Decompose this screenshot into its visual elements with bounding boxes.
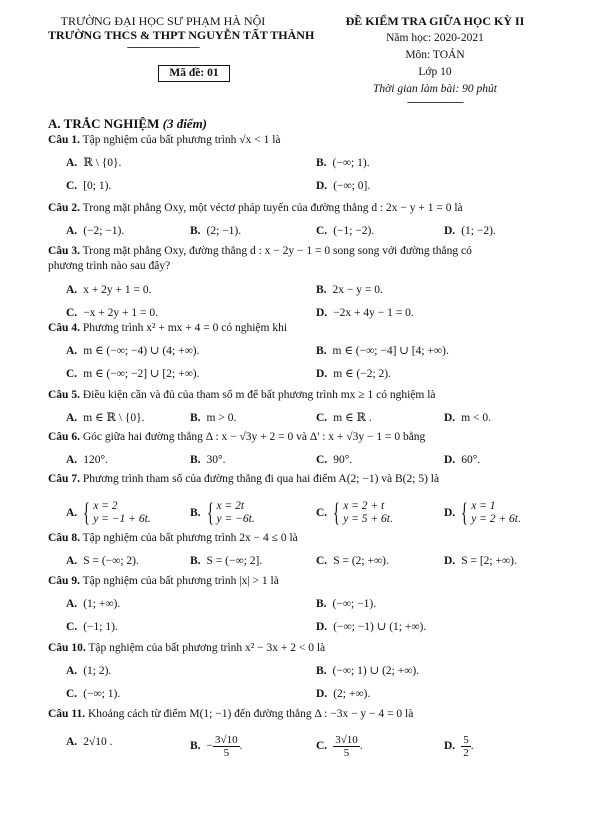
option-period: .	[359, 740, 363, 753]
option-text: (−∞; −1) ∪ (1; +∞).	[333, 621, 427, 633]
option-sign: −	[206, 740, 214, 753]
option-a[interactable]	[66, 155, 121, 171]
option-b[interactable]	[316, 663, 419, 679]
brace-icon: {	[333, 498, 341, 527]
option-text: (−1; −2).	[333, 225, 375, 237]
option-letter: D.	[444, 555, 456, 567]
time-limit: Thời gian làm bài: 90 phút	[372, 83, 498, 95]
option-b[interactable]	[190, 223, 241, 239]
option-c[interactable]	[66, 619, 118, 635]
question-7	[48, 472, 558, 487]
option-d[interactable]	[316, 305, 414, 321]
option-text: S = [2; +∞).	[461, 555, 517, 567]
option-letter: A.	[66, 736, 78, 748]
option-letter: D.	[316, 180, 328, 192]
system-line: y = 2 + 6t.	[471, 513, 521, 525]
question-text: Tập nghiệm của bất phương trình √x < 1 là	[82, 134, 281, 146]
school-name-2: TRƯỜNG THCS & THPT NGUYỄN TẤT THÀNH	[48, 28, 315, 42]
question-text: Điều kiện cần và đủ của tham số m để bất phương trình mx ≥ 1 có nghiệm là	[82, 389, 436, 401]
option-text: −2x + 4y − 1 = 0.	[333, 307, 414, 319]
question-label: Câu 3.	[48, 245, 80, 257]
option-b[interactable]	[316, 343, 449, 359]
option-letter: D.	[444, 740, 456, 753]
option-letter: A.	[66, 454, 78, 466]
option-text: ℝ \ {0}.	[83, 157, 122, 169]
option-d[interactable]	[316, 619, 426, 635]
option-letter: D.	[444, 225, 456, 237]
option-text: m > 0.	[206, 412, 237, 424]
question-9	[48, 574, 558, 589]
system-line: y = 5 + 6t.	[343, 513, 393, 525]
option-letter: C.	[316, 412, 328, 424]
fraction-numerator: 3√10	[335, 734, 358, 746]
fraction-numerator: 3√10	[215, 734, 238, 746]
option-b[interactable]	[190, 410, 236, 426]
fraction	[461, 734, 471, 759]
option-b[interactable]	[190, 734, 242, 764]
option-c[interactable]	[66, 178, 111, 194]
header-dashes-left: -------------------------------	[126, 42, 200, 53]
option-letter: A.	[66, 345, 78, 357]
option-text: (1; −2).	[461, 225, 496, 237]
option-d[interactable]	[444, 223, 496, 239]
option-a[interactable]	[66, 223, 124, 239]
option-letter: A.	[66, 157, 78, 169]
option-text: −x + 2y + 1 = 0.	[83, 307, 159, 319]
question-label: Câu 11.	[48, 708, 86, 720]
option-letter: B.	[316, 345, 327, 357]
option-letter: B.	[316, 284, 327, 296]
option-text: m ∈ (−∞; −2] ∪ [2; +∞).	[83, 368, 200, 380]
option-c[interactable]	[316, 452, 352, 468]
fraction-denominator: 5	[343, 747, 350, 759]
section-title: A. TRẮC NGHIỆM (3 điểm)	[48, 116, 208, 131]
question-8	[48, 531, 558, 546]
option-d[interactable]	[316, 178, 370, 194]
option-a[interactable]	[66, 734, 113, 750]
option-text: (2; +∞).	[333, 688, 371, 700]
brace-icon: {	[461, 498, 469, 527]
option-a[interactable]	[66, 282, 152, 298]
option-text: 60°.	[461, 454, 481, 466]
question-text: Tập nghiệm của bất phương trình 2x − 4 ≤ 0 là	[82, 532, 298, 544]
question-label: Câu 6.	[48, 431, 80, 443]
option-letter: A.	[66, 598, 78, 610]
option-letter: A.	[66, 665, 78, 677]
option-text: (2; −1).	[206, 225, 242, 237]
question-label: Câu 8.	[48, 532, 80, 544]
question-label: Câu 7.	[48, 473, 80, 485]
option-letter: B.	[316, 665, 327, 677]
option-letter: C.	[316, 506, 328, 519]
system-line: x = 2	[93, 500, 118, 512]
option-letter: C.	[316, 225, 328, 237]
question-6	[48, 430, 558, 445]
option-letter: A.	[66, 412, 78, 424]
option-text: S = (−∞; 2).	[83, 555, 139, 567]
question-text: Góc giữa hai đường thẳng Δ : x − √3y + 2 = 0 và Δ' : x + √3y − 1 = 0 bằng	[82, 431, 426, 443]
option-a[interactable]	[66, 663, 111, 679]
subject: Môn: TOÁN	[405, 49, 465, 61]
option-letter: C.	[316, 555, 328, 567]
option-letter: D.	[444, 454, 456, 466]
question-text: Tập nghiệm của bất phương trình x² − 3x + 2 < 0 là	[88, 642, 326, 654]
question-text: Trong mặt phẳng Oxy, một véctơ pháp tuyến của đường thẳng d : 2x − y + 1 = 0 là	[82, 202, 463, 214]
system-line: x = 2 + t	[343, 500, 385, 512]
option-text: (1; +∞).	[83, 598, 121, 610]
option-a[interactable]	[66, 553, 139, 569]
question-label: Câu 1.	[48, 134, 80, 146]
option-c[interactable]	[66, 366, 199, 382]
brace-icon: {	[83, 498, 91, 527]
option-letter: C.	[66, 307, 78, 319]
option-text: x + 2y + 1 = 0.	[83, 284, 152, 296]
option-letter: A.	[66, 506, 78, 519]
option-c[interactable]	[316, 553, 389, 569]
option-c[interactable]	[66, 686, 120, 702]
option-text: 2x − y = 0.	[332, 284, 383, 296]
option-period: .	[239, 740, 243, 753]
option-c[interactable]	[66, 305, 158, 321]
option-letter: A.	[66, 284, 78, 296]
fraction	[213, 734, 240, 759]
option-letter: D.	[316, 621, 328, 633]
question-1	[48, 133, 558, 148]
option-letter: B.	[190, 412, 201, 424]
parametric-system	[333, 500, 393, 526]
system-line: y = −6t.	[216, 513, 255, 525]
option-d[interactable]	[316, 686, 370, 702]
option-text: (−1; 1).	[83, 621, 118, 633]
fraction-denominator: 2	[463, 747, 469, 759]
option-letter: C.	[66, 180, 78, 192]
option-b[interactable]	[190, 500, 255, 530]
fraction-denominator: 5	[223, 747, 230, 759]
question-5	[48, 388, 558, 403]
option-b[interactable]	[190, 553, 262, 569]
option-letter: C.	[316, 454, 328, 466]
system-line: x = 1	[471, 500, 496, 512]
option-text: (1; 2).	[83, 665, 112, 677]
option-letter: B.	[316, 157, 327, 169]
option-text: 120°.	[83, 454, 108, 466]
system-line: y = −1 + 6t.	[93, 513, 151, 525]
option-text: [0; 1).	[83, 180, 112, 192]
option-letter: B.	[190, 506, 201, 519]
question-text: Phương trình tham số của đường thẳng đi qua hai điểm A(2; −1) và B(2; 5) là	[82, 473, 440, 485]
option-period: .	[470, 740, 474, 753]
option-text: 30°.	[206, 454, 226, 466]
option-letter: B.	[316, 598, 327, 610]
option-d[interactable]	[444, 452, 480, 468]
question-10	[48, 641, 558, 656]
option-a[interactable]	[66, 343, 199, 359]
option-d[interactable]	[444, 410, 491, 426]
option-letter: A.	[66, 555, 78, 567]
option-letter: B.	[190, 740, 201, 753]
question-text: Khoảng cách từ điểm M(1; −1) đến đường thẳng Δ : −3x − y − 4 = 0 là	[87, 708, 414, 720]
option-text: (−∞; 1).	[83, 688, 121, 700]
option-letter: C.	[66, 368, 78, 380]
option-a[interactable]	[66, 500, 151, 530]
question-text: Phương trình x² + mx + 4 = 0 có nghiệm khi	[82, 322, 288, 334]
option-letter: B.	[190, 454, 201, 466]
option-b[interactable]	[190, 452, 226, 468]
option-d[interactable]	[444, 734, 474, 764]
option-a[interactable]	[66, 410, 145, 426]
option-text: (−∞; −1).	[332, 598, 377, 610]
fraction	[333, 734, 360, 759]
question-text: Trong mặt phẳng Oxy, đường thẳng d : x − 2y − 1 = 0 song song với đường thẳng có	[82, 245, 472, 257]
option-c[interactable]	[316, 223, 374, 239]
option-text: m ∈ ℝ .	[333, 412, 372, 424]
option-letter: A.	[66, 225, 78, 237]
option-letter: C.	[66, 688, 78, 700]
brace-icon: {	[206, 498, 214, 527]
option-text: S = (2; +∞).	[333, 555, 389, 567]
grade: Lớp 10	[418, 66, 452, 78]
question-label: Câu 2.	[48, 202, 80, 214]
option-b[interactable]	[316, 596, 376, 612]
question-4	[48, 321, 558, 336]
parametric-system	[207, 500, 255, 526]
option-letter: D.	[444, 506, 456, 519]
option-text: m ∈ (−∞; −4) ∪ (4; +∞).	[83, 345, 200, 357]
option-b[interactable]	[316, 155, 370, 171]
question-text: Tập nghiệm của bất phương trình |x| > 1 là	[82, 575, 279, 587]
option-c[interactable]	[316, 410, 372, 426]
question-label: Câu 9.	[48, 575, 80, 587]
option-c[interactable]	[316, 734, 363, 764]
option-letter: C.	[66, 621, 78, 633]
option-text: (−2; −1).	[83, 225, 125, 237]
parametric-system	[83, 500, 150, 526]
option-letter: D.	[444, 412, 456, 424]
question-11	[48, 707, 558, 722]
option-d[interactable]	[316, 366, 391, 382]
option-text: m ∈ (−2; 2).	[333, 368, 391, 380]
option-text: m ∈ ℝ \ {0}.	[83, 412, 145, 424]
option-text: 2√10 .	[83, 736, 113, 748]
fraction-numerator: 5	[463, 734, 469, 746]
option-letter: D.	[316, 368, 328, 380]
option-letter: D.	[316, 688, 328, 700]
option-letter: B.	[190, 225, 201, 237]
option-text: (−∞; 1) ∪ (2; +∞).	[332, 665, 420, 677]
option-c[interactable]	[316, 500, 393, 530]
exam-title: ĐỀ KIỂM TRA GIỮA HỌC KỲ II	[345, 14, 525, 28]
question-label: Câu 5.	[48, 389, 80, 401]
option-text: S = (−∞; 2].	[206, 555, 263, 567]
exam-code-box: Mã đề: 01	[158, 65, 230, 82]
option-d[interactable]	[444, 553, 517, 569]
question-text-line2: phương trình nào sau đây?	[48, 260, 171, 272]
option-letter: C.	[316, 740, 328, 753]
option-d[interactable]	[444, 500, 521, 530]
system-line: x = 2t	[216, 500, 245, 512]
question-label: Câu 10.	[48, 642, 86, 654]
option-letter: B.	[190, 555, 201, 567]
question-2	[48, 201, 558, 216]
option-text: (−∞; 0].	[333, 180, 371, 192]
option-text: 90°.	[333, 454, 353, 466]
question-3	[48, 244, 558, 274]
option-a[interactable]	[66, 452, 108, 468]
option-b[interactable]	[316, 282, 383, 298]
parametric-system	[461, 500, 521, 526]
option-text: m ∈ (−∞; −4] ∪ [4; +∞).	[332, 345, 449, 357]
option-text: (−∞; 1).	[332, 157, 370, 169]
school-year: Năm học: 2020-2021	[386, 32, 484, 44]
question-label: Câu 4.	[48, 322, 80, 334]
school-name-1: TRƯỜNG ĐẠI HỌC SƯ PHẠM HÀ NỘI	[60, 14, 266, 28]
option-text: m < 0.	[461, 412, 491, 424]
option-a[interactable]	[66, 596, 120, 612]
option-letter: D.	[316, 307, 328, 319]
header-dashes-right: ------------------------	[407, 97, 463, 108]
